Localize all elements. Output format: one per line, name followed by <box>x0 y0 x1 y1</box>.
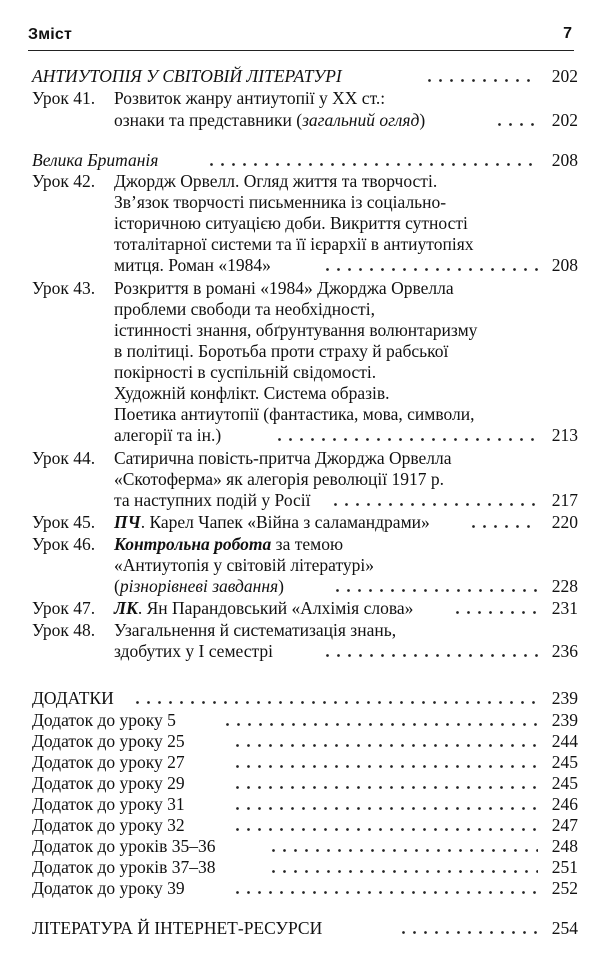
lesson-text: істинності знання, обґрунтування волюнтаризму <box>114 320 478 340</box>
header-title: Зміст <box>28 26 73 43</box>
toc-entry-appendices[interactable] <box>32 688 578 709</box>
lesson-text: Узагальнення й систематизація знань, <box>114 620 397 640</box>
leader-dots <box>206 163 538 166</box>
lesson-46-line <box>32 555 578 576</box>
page-number: 202 <box>551 66 578 86</box>
appendix-label: Додаток до уроку 32 <box>32 815 185 835</box>
toc-entry-appendix[interactable] <box>32 773 578 794</box>
toc-entry-lesson-41-cont <box>32 110 578 131</box>
leader-dots <box>132 701 538 704</box>
section-title: ДОДАТКИ <box>32 688 114 708</box>
appendix-label: Додаток до уроків 35–36 <box>32 836 216 856</box>
page-number: 208 <box>551 255 578 275</box>
lesson-42-line <box>32 255 578 276</box>
lesson-text: Розвиток жанру антиутопії у XX ст.: <box>114 88 386 108</box>
toc-entry-lesson-46[interactable] <box>32 534 578 555</box>
lesson-43-line <box>32 299 578 320</box>
section-title: АНТИУТОПІЯ У СВІТОВІЙ ЛІТЕРАТУРІ <box>32 66 342 86</box>
page-number: 239 <box>551 688 578 708</box>
toc-entry-appendix[interactable] <box>32 878 578 899</box>
leader-dots <box>468 525 538 528</box>
lesson-text: історичною ситуацією доби. Викриття сутності <box>114 213 468 233</box>
toc-entry-lesson-41[interactable] <box>32 88 578 109</box>
lesson-text: митця. Роман «1984» <box>114 255 271 275</box>
page-number: 202 <box>551 110 578 130</box>
lesson-label: Урок 47. <box>32 598 96 618</box>
lesson-text: в політиці. Боротьба проти страху й рабської <box>114 341 449 361</box>
leader-dots <box>452 611 538 614</box>
lesson-42-line <box>32 234 578 255</box>
lesson-text: покірності в суспільній свідомості. <box>114 362 377 382</box>
leader-dots <box>322 654 538 657</box>
leader-dots <box>330 503 538 506</box>
lesson-43-line <box>32 341 578 362</box>
lesson-label: Урок 45. <box>32 512 96 532</box>
page-number: 246 <box>551 794 578 814</box>
leader-dots <box>232 891 538 894</box>
toc-entry-britain[interactable] <box>32 150 578 171</box>
appendix-label: Додаток до уроку 39 <box>32 878 185 898</box>
lesson-text: ознаки та представники (загальний огляд) <box>114 110 426 130</box>
lesson-44-line <box>32 469 578 490</box>
lesson-44-line <box>32 490 578 511</box>
leader-dots <box>494 123 538 126</box>
lesson-text: Зв’язок творчості письменника із соціально- <box>114 192 447 212</box>
page-number: 220 <box>551 512 578 532</box>
leader-dots <box>274 438 538 441</box>
lesson-43-line <box>32 362 578 383</box>
leader-dots <box>232 744 538 747</box>
page-number: 208 <box>551 150 578 170</box>
page-number: 254 <box>551 918 578 938</box>
page-number: 248 <box>551 836 578 856</box>
toc-entry-lesson-47[interactable] <box>32 598 578 619</box>
page-header <box>28 22 574 51</box>
appendix-label: Додаток до уроку 29 <box>32 773 185 793</box>
lesson-48-line <box>32 641 578 662</box>
page-number: 251 <box>551 857 578 877</box>
lesson-text: тоталітарної системи та її ієрархії в антиутопіях <box>114 234 474 254</box>
leader-dots <box>232 765 538 768</box>
page-number: 247 <box>551 815 578 835</box>
lesson-43-line <box>32 404 578 425</box>
lesson-43-line <box>32 320 578 341</box>
toc-entry-appendix[interactable] <box>32 794 578 815</box>
toc-entry-appendix[interactable] <box>32 731 578 752</box>
toc-entry-antiutopia[interactable] <box>32 66 578 87</box>
leader-dots <box>232 828 538 831</box>
page-number: 236 <box>551 641 578 661</box>
leader-dots <box>268 870 538 873</box>
lesson-prefix: ЛК <box>114 598 138 618</box>
toc-entry-appendix[interactable] <box>32 752 578 773</box>
section-title: ЛІТЕРАТУРА Й ІНТЕРНЕТ-РЕСУРСИ <box>32 918 323 938</box>
lesson-text-italic: різнорівневі завдання <box>119 576 279 596</box>
lesson-text: Поетика антиутопії (фантастика, мова, символи, <box>114 404 475 424</box>
page-number: 213 <box>551 425 578 445</box>
lesson-prefix: ПЧ <box>114 512 141 532</box>
lesson-46-line <box>32 576 578 597</box>
page-number: 245 <box>551 773 578 793</box>
toc-entry-lesson-48[interactable] <box>32 620 578 641</box>
appendix-label: Додаток до уроку 31 <box>32 794 185 814</box>
toc-entry-lesson-44[interactable] <box>32 448 578 469</box>
lesson-text: Розкриття в романі «1984» Джорджа Орвелла <box>114 278 454 298</box>
page-number: 239 <box>551 710 578 730</box>
toc-entry-lesson-42[interactable] <box>32 171 578 192</box>
page-number: 228 <box>551 576 578 596</box>
appendix-label: Додаток до уроку 25 <box>32 731 185 751</box>
appendix-label: Додаток до уроку 5 <box>32 710 176 730</box>
toc-entry-appendix[interactable] <box>32 710 578 731</box>
header-page-number: 7 <box>563 25 572 42</box>
lesson-text: ПЧ. Карел Чапек «Війна з саламандрами» <box>114 512 430 532</box>
lesson-text: Сатирична повість-притча Джорджа Орвелла <box>114 448 452 468</box>
lesson-label: Урок 48. <box>32 620 96 640</box>
toc-entry-appendix[interactable] <box>32 836 578 857</box>
lesson-text: Контрольна робота за темою <box>114 534 344 554</box>
leader-dots <box>222 723 538 726</box>
lesson-label: Урок 41. <box>32 88 96 108</box>
lesson-text: Джордж Орвелл. Огляд життя та творчості. <box>114 171 438 191</box>
lesson-text: та наступних подій у Росії <box>114 490 311 510</box>
appendix-label: Додаток до уроків 37–38 <box>32 857 216 877</box>
lesson-text: алегорії та ін.) <box>114 425 222 445</box>
leader-dots <box>232 786 538 789</box>
lesson-text: (різнорівневі завдання) <box>114 576 284 596</box>
lesson-text-italic: загальний огляд <box>302 110 420 130</box>
lesson-text-bold-italic: Контрольна робота <box>114 534 272 554</box>
page-number: 244 <box>551 731 578 751</box>
toc-entry-lesson-45[interactable] <box>32 512 578 533</box>
lesson-label: Урок 46. <box>32 534 96 554</box>
lesson-42-line <box>32 213 578 234</box>
lesson-label: Урок 43. <box>32 278 96 298</box>
lesson-text: проблеми свободи та необхідності, <box>114 299 375 319</box>
page-number: 231 <box>551 598 578 618</box>
toc-entry-appendix[interactable] <box>32 857 578 878</box>
lesson-43-line <box>32 383 578 404</box>
toc-entry-appendix[interactable] <box>32 815 578 836</box>
lesson-42-line <box>32 192 578 213</box>
leader-dots <box>232 807 538 810</box>
leader-dots <box>398 931 538 934</box>
leader-dots <box>322 268 538 271</box>
page-number: 245 <box>551 752 578 772</box>
leader-dots <box>268 849 538 852</box>
lesson-43-line <box>32 425 578 446</box>
lesson-text: ЛК. Ян Парандовський «Алхімія слова» <box>114 598 414 618</box>
lesson-text: «Антиутопія у світовій літературі» <box>114 555 374 575</box>
appendix-label: Додаток до уроку 27 <box>32 752 185 772</box>
toc-entry-literature[interactable] <box>32 918 578 939</box>
lesson-text: здобутих у I семестрі <box>114 641 273 661</box>
page-number: 217 <box>551 490 578 510</box>
page-number: 252 <box>551 878 578 898</box>
lesson-label: Урок 44. <box>32 448 96 468</box>
lesson-label: Урок 42. <box>32 171 96 191</box>
section-title: Велика Британія <box>32 150 159 170</box>
leader-dots <box>332 589 538 592</box>
lesson-text: Художній конфлікт. Система образів. <box>114 383 390 403</box>
toc-entry-lesson-43[interactable] <box>32 278 578 299</box>
leader-dots <box>424 79 538 82</box>
lesson-text: «Скотоферма» як алегорія революції 1917 р. <box>114 469 444 489</box>
